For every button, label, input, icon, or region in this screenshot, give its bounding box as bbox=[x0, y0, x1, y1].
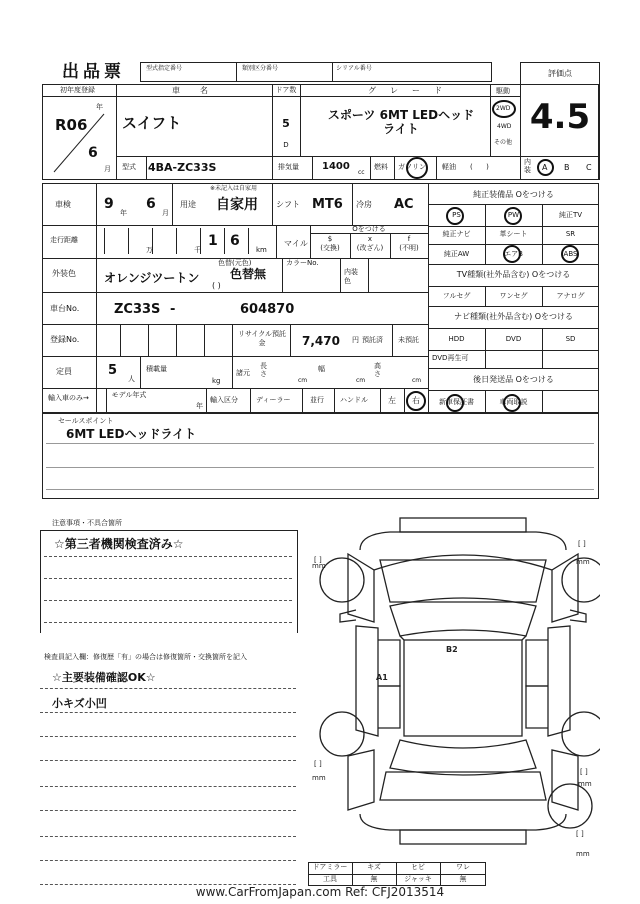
mileage-label: 走行距離 bbox=[50, 236, 78, 244]
registration-no-label: 登録No. bbox=[50, 335, 80, 344]
interior-b: B bbox=[564, 163, 570, 172]
load-label: 積載量 bbox=[146, 365, 167, 373]
mileage-digit-4: 1 bbox=[208, 233, 218, 249]
first-registration-label: 初年度登録 bbox=[60, 86, 95, 94]
displacement-value: 1400 bbox=[322, 161, 350, 172]
diagram-bracket-b2: [ ] bbox=[576, 830, 584, 838]
diagram-bracket-tl: [ ] bbox=[314, 556, 322, 564]
registration-slash bbox=[46, 110, 112, 176]
notes-text: ☆第三者機関検査済み☆ bbox=[54, 537, 184, 551]
month-unit: 月 bbox=[104, 165, 111, 173]
grade-value: スポーツ 6MT LEDヘッドライト bbox=[327, 108, 475, 136]
mm-label-1: mm bbox=[312, 562, 326, 570]
recycle-not-deposited: 未預託 bbox=[398, 336, 419, 344]
drive-4wd: 4WD bbox=[497, 123, 512, 130]
class-number-label: 類別区分番号 bbox=[242, 65, 279, 72]
capacity-value: 5 bbox=[108, 363, 118, 378]
legend-jack-value: 無 bbox=[459, 875, 467, 883]
damage-mark-b2: B2 bbox=[446, 645, 458, 654]
legend-header-crack: ヒビ bbox=[411, 863, 425, 871]
tv-fullseg: フルセグ bbox=[442, 292, 471, 300]
damage-mark-a1: A1 bbox=[376, 673, 388, 682]
fuel-gasoline: ガソリン bbox=[398, 163, 426, 171]
displacement-label: 排気量 bbox=[278, 163, 299, 171]
evaluation-score: 4.5 bbox=[529, 97, 591, 137]
year-unit: 年 bbox=[96, 103, 103, 111]
tv-title: TV種類(社外品含む) Oをつける bbox=[456, 270, 571, 279]
chassis-label: 車台No. bbox=[50, 304, 80, 313]
legend-header-break: ワレ bbox=[456, 863, 470, 871]
inspection-month-unit: 月 bbox=[162, 209, 169, 217]
mm-label-2: mm bbox=[576, 558, 590, 566]
color-value: オレンジツートン bbox=[104, 271, 200, 285]
mileage-man-unit: 万 bbox=[146, 246, 153, 254]
legend-tool-value: 無 bbox=[370, 875, 378, 883]
mileage-km-unit: km bbox=[256, 246, 267, 254]
meter-replaced-sub: (交換) bbox=[320, 244, 340, 252]
length-label: 長さ bbox=[260, 362, 267, 378]
equip-navi: 純正ナビ bbox=[442, 230, 471, 238]
fuel-gasoline-circle bbox=[406, 157, 428, 179]
equip-airbag: エアB bbox=[504, 250, 523, 258]
equip-abs: ABS bbox=[563, 250, 578, 258]
equip-leather: 革シート bbox=[499, 230, 528, 238]
inspector-text-2: 小キズ小凹 bbox=[52, 697, 107, 710]
inspection-label: 車検 bbox=[55, 200, 71, 209]
dims-label: 諸元 bbox=[236, 369, 250, 377]
use-label: 用途 bbox=[180, 200, 196, 209]
legend-jack-label: ジャッキ bbox=[404, 875, 432, 883]
interior-a: A bbox=[542, 163, 548, 172]
handle-label: ハンドル bbox=[340, 396, 368, 404]
mile-label: マイル bbox=[284, 239, 308, 248]
import-label: 輸入車のみ→ bbox=[48, 394, 89, 402]
equip-ps: PS bbox=[452, 211, 461, 219]
navi-dvd: DVD bbox=[505, 335, 522, 343]
model-year-label: モデル年式 bbox=[111, 391, 147, 399]
fuel-label: 燃料 bbox=[374, 163, 388, 171]
interior-label: 内装 bbox=[524, 158, 531, 174]
height-label: 高さ bbox=[374, 362, 381, 378]
page-title: 出品票 bbox=[62, 62, 125, 82]
repaint-paren: ( ) bbox=[212, 281, 221, 290]
mm-label-5: mm bbox=[576, 850, 590, 858]
meter-unknown-sub: (不明) bbox=[399, 244, 419, 252]
equipment-title: 純正装備品 Oをつける bbox=[473, 190, 554, 199]
import-type-label: 輸入区分 bbox=[210, 396, 238, 404]
legend-tool-label: 工具 bbox=[323, 875, 337, 883]
sales-point-label: セールスポイント bbox=[58, 417, 114, 425]
meter-circle-note: Oをつける bbox=[352, 225, 386, 233]
model-label: 型式 bbox=[122, 163, 136, 171]
color-number-label: カラーNo. bbox=[286, 259, 319, 267]
recycle-label: リサイクル預託金 bbox=[237, 330, 287, 347]
equip-pw-circle bbox=[504, 207, 522, 225]
mm-label-4: mm bbox=[578, 780, 592, 788]
cc-unit: cc bbox=[358, 169, 365, 176]
chassis-model: ZC33S bbox=[114, 302, 161, 317]
meter-tampered: x bbox=[367, 235, 373, 243]
registration-month: 6 bbox=[88, 145, 98, 161]
width-unit: cm bbox=[356, 377, 366, 384]
capacity-label: 定員 bbox=[56, 367, 72, 376]
later-manual: 車両取説 bbox=[499, 398, 528, 406]
sales-point-text: 6MT LEDヘッドライト bbox=[66, 427, 197, 441]
diagram-bracket-tr: [ ] bbox=[578, 540, 586, 548]
notes-label: 注意事項・不具合箇所 bbox=[52, 519, 122, 527]
repaint-value: 色替無 bbox=[230, 267, 267, 281]
interior-a-circle bbox=[537, 159, 554, 176]
use-value: 自家用 bbox=[216, 197, 258, 213]
equip-sunroof: SR bbox=[565, 230, 576, 238]
evaluation-label: 評価点 bbox=[548, 69, 572, 78]
use-note: ※未記入は自家用 bbox=[210, 185, 258, 192]
model-year-unit: 年 bbox=[196, 402, 203, 410]
inspection-year-unit: 年 bbox=[120, 209, 127, 217]
shift-value: MT6 bbox=[312, 197, 343, 212]
later-manual-circle bbox=[503, 394, 521, 412]
dvd-playback: DVD再生可 bbox=[432, 354, 469, 362]
navi-hdd: HDD bbox=[448, 335, 465, 343]
equip-airbag-circle bbox=[503, 245, 521, 263]
inspection-month: 6 bbox=[146, 196, 156, 212]
footer-reference: www.CarFromJapan.com Ref: CFJ2013514 bbox=[195, 885, 445, 899]
diagram-bracket-br: [ ] bbox=[580, 768, 588, 776]
drive-other: その他 bbox=[494, 139, 513, 146]
inspector-label: 検査員記入欄：修復歴「有」の場合は修復箇所・交換箇所を記入 bbox=[44, 653, 247, 661]
meter-unknown: f bbox=[407, 235, 411, 243]
handle-right: 右 bbox=[412, 396, 420, 405]
mileage-digit-5: 6 bbox=[230, 233, 240, 249]
chassis-number: 604870 bbox=[240, 302, 295, 317]
navi-title: ナビ種類(社外品含む) Oをつける bbox=[453, 312, 574, 321]
import-dealer: ディーラー bbox=[256, 396, 291, 404]
chassis-dash: - bbox=[170, 302, 176, 317]
serial-number-label: シリアル番号 bbox=[336, 65, 372, 72]
meter-tampered-sub: (改ざん) bbox=[356, 244, 384, 252]
height-unit: cm bbox=[412, 377, 422, 384]
capacity-unit: 人 bbox=[128, 375, 135, 383]
doors-value: 5 bbox=[282, 117, 290, 130]
type-number-label: 型式指定番号 bbox=[146, 65, 183, 72]
legend-header-scratch: キズ bbox=[367, 863, 381, 871]
car-damage-diagram bbox=[300, 510, 600, 860]
length-unit: cm bbox=[298, 377, 308, 384]
tv-oneseg: ワンセグ bbox=[499, 292, 528, 300]
ac-label: 冷房 bbox=[356, 200, 372, 209]
mileage-sen-unit: 千 bbox=[194, 246, 201, 254]
import-parallel: 並行 bbox=[310, 396, 324, 404]
diagram-bracket-bl: [ ] bbox=[314, 760, 322, 768]
tv-analog: アナログ bbox=[556, 292, 585, 300]
fuel-diesel: 軽油 bbox=[442, 163, 456, 171]
inspection-year: 9 bbox=[104, 196, 114, 212]
equip-tv: 純正TV bbox=[558, 211, 583, 219]
recycle-deposited: 預託済 bbox=[362, 336, 383, 344]
load-unit: kg bbox=[212, 377, 221, 385]
equip-ps-circle bbox=[446, 207, 464, 225]
mm-label-3: mm bbox=[312, 774, 326, 782]
color-label: 外装色 bbox=[52, 269, 76, 278]
drive-label: 駆動 bbox=[496, 87, 510, 95]
grade-label: グレード bbox=[368, 86, 456, 95]
sales-point-box bbox=[42, 413, 599, 499]
doors-unit: D bbox=[283, 141, 289, 149]
navi-sd: SD bbox=[565, 335, 576, 343]
equip-pw: PW bbox=[507, 211, 520, 219]
drive-2wd-circle bbox=[492, 100, 516, 118]
fuel-paren: ( ) bbox=[470, 163, 489, 171]
repaint-label: 色替(元色) bbox=[218, 259, 252, 267]
drive-2wd: 2WD bbox=[496, 105, 511, 112]
header-codes-box bbox=[140, 62, 492, 82]
width-label: 幅 bbox=[318, 365, 325, 373]
later-title: 後日発送品 Oをつける bbox=[473, 375, 554, 384]
handle-right-circle bbox=[406, 391, 426, 411]
interior-color-label: 内装色 bbox=[344, 268, 358, 285]
equip-abs-circle bbox=[561, 245, 579, 263]
meter-replaced: $ bbox=[327, 235, 333, 243]
interior-c: C bbox=[586, 163, 592, 172]
recycle-unit: 円 bbox=[352, 336, 359, 344]
equip-aw: 純正AW bbox=[443, 250, 470, 258]
car-name: スイフト bbox=[122, 114, 182, 132]
inspector-text-1: ☆主要装備確認OK☆ bbox=[52, 671, 156, 684]
legend-header-mirror: ドアミラー bbox=[312, 863, 348, 871]
later-warranty-circle bbox=[446, 394, 464, 412]
recycle-value: 7,470 bbox=[302, 334, 340, 348]
car-name-label: 車名 bbox=[172, 86, 228, 95]
model-code: 4BA-ZC33S bbox=[148, 161, 217, 174]
later-warranty: 新車保証書 bbox=[439, 398, 474, 406]
doors-label: ドア数 bbox=[275, 86, 297, 94]
ac-value: AC bbox=[394, 197, 414, 212]
shift-label: シフト bbox=[276, 200, 300, 209]
registration-year: R06 bbox=[55, 116, 88, 134]
handle-left: 左 bbox=[388, 396, 396, 405]
